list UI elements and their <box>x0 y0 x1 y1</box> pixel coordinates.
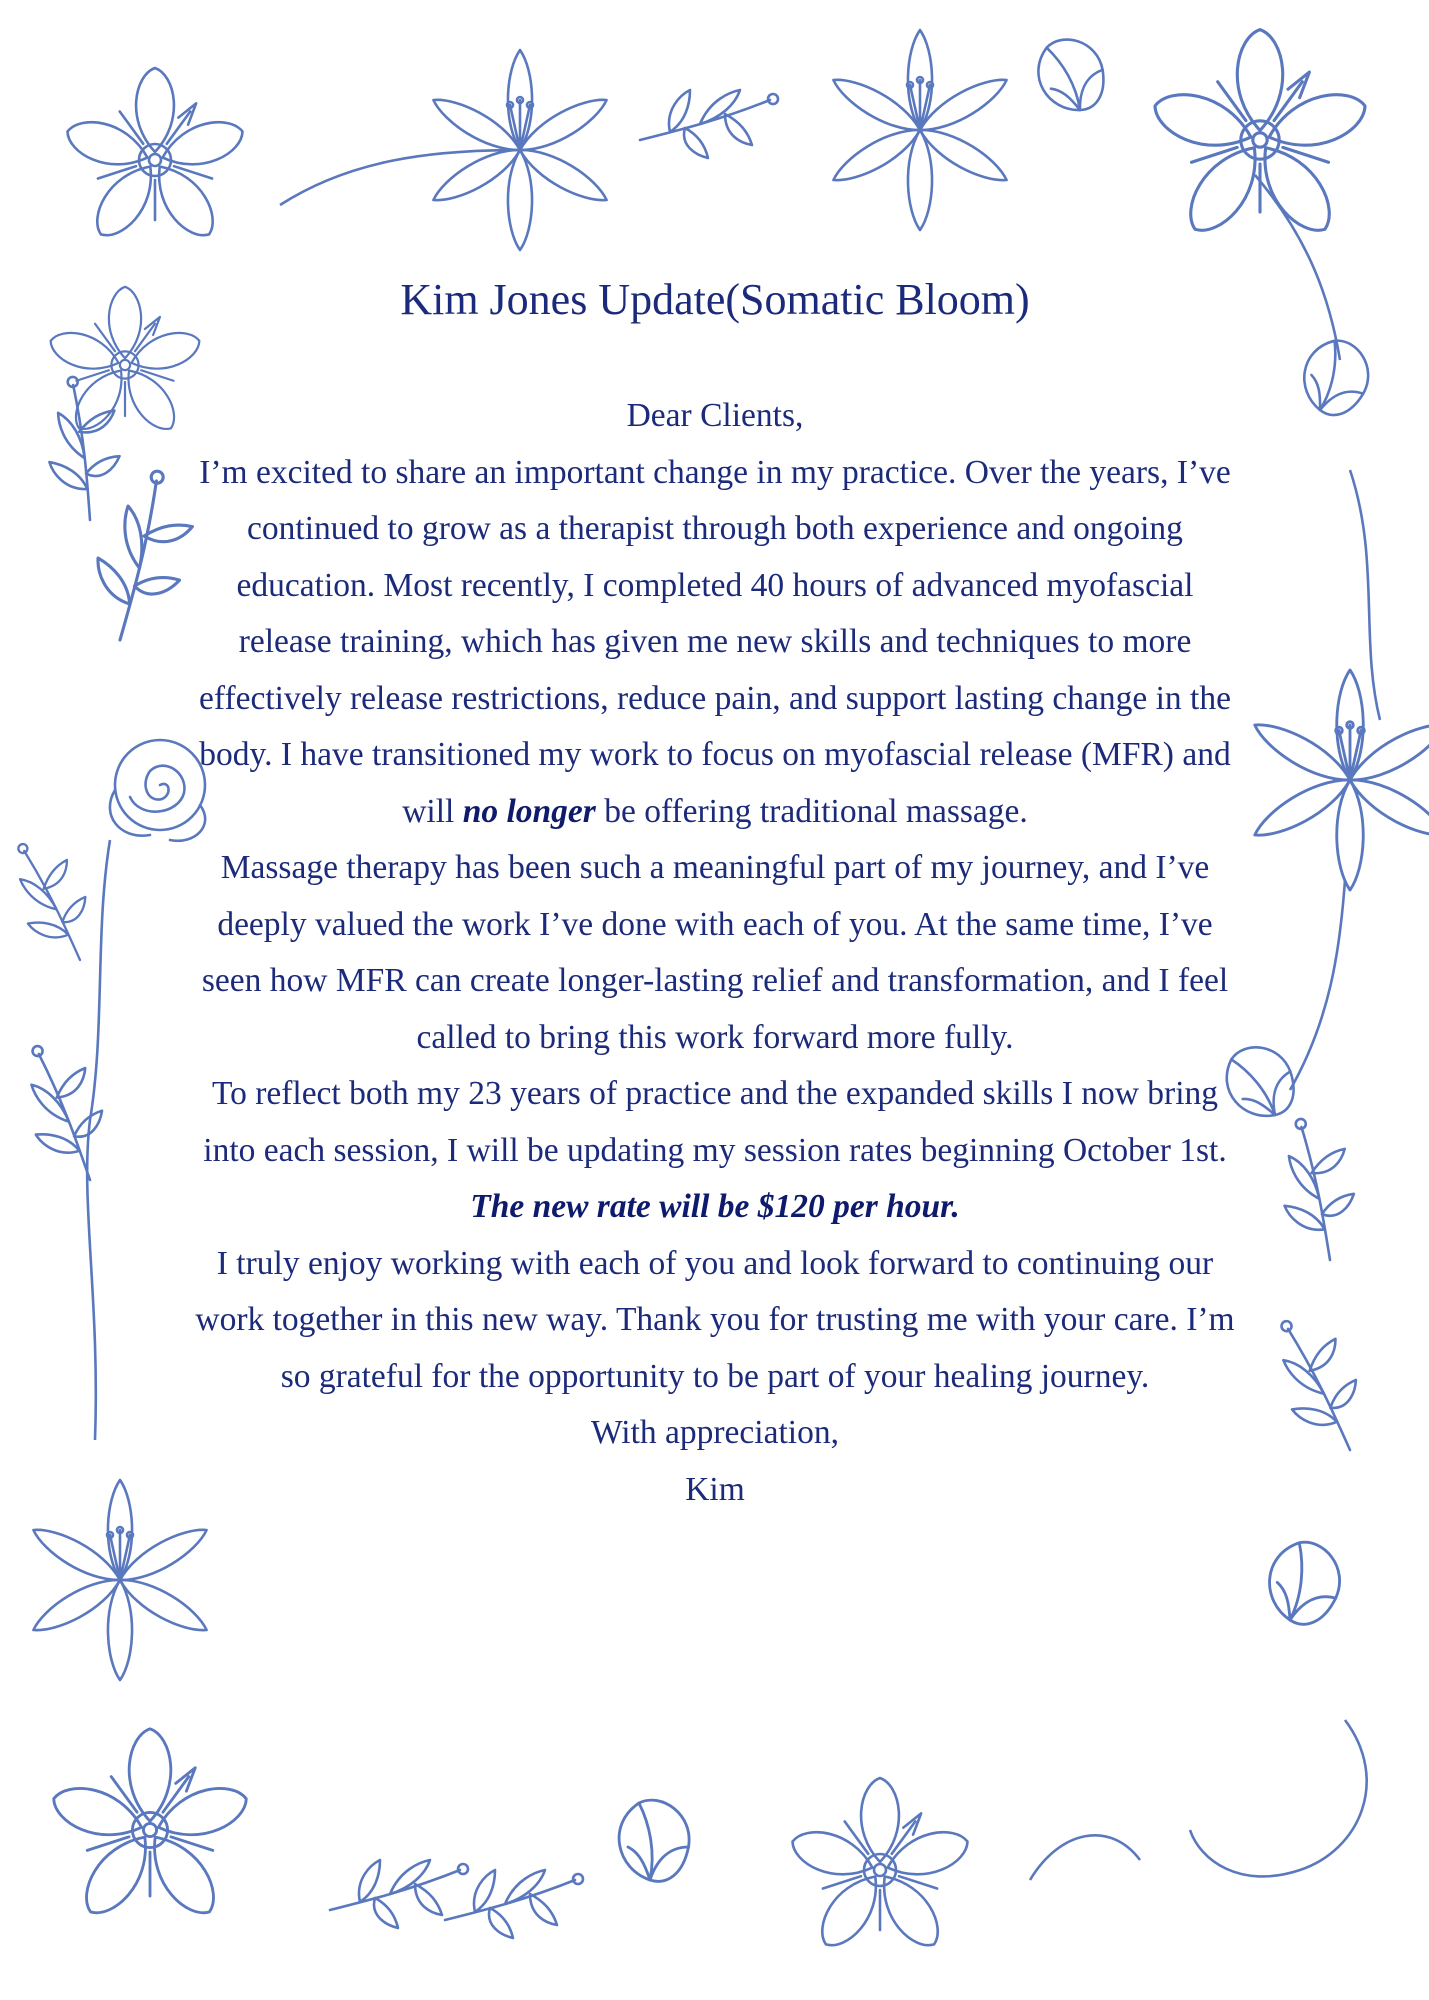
paragraph-practice-change-end: be offering traditional massage. <box>595 792 1028 830</box>
paragraph-thank-you: I truly enjoy working with each of you and look forward to continuing our work together in this new way. Thank you for trusting me with your care. I’m so grateful for the opportunity to be part of your healing journey. <box>195 1244 1235 1395</box>
paragraph-practice-change <box>195 445 1235 841</box>
salutation: Dear Clients, <box>626 397 804 434</box>
letter-body <box>195 268 1235 1518</box>
paragraph-rate-update <box>195 1066 1235 1236</box>
signature: Kim <box>685 1470 745 1508</box>
new-rate-emphasis: The new rate will be $120 per hour. <box>470 1188 960 1225</box>
paragraph-rate-update-start: To reflect both my 23 years of practice and the expanded skills I now bring into each session, I will be updating my session rates beginning October 1st. <box>203 1075 1227 1169</box>
no-longer-emphasis: no longer <box>462 792 596 830</box>
closing: With appreciation, <box>591 1414 839 1451</box>
paragraph-massage-journey: Massage therapy has been such a meaningful part of my journey, and I’ve deeply valued the work I’ve done with each of you. At the same time, I’ve seen how MFR can create longer-lasting relief and transformation, and I feel called to bring this work forward more fully. <box>201 849 1229 1056</box>
paragraph-practice-change-start: I’m excited to share an important change in my practice. Over the years, I’ve continued to grow as a therapist through both experience and ongoing education. Most recently, I completed 40 hours of advanced myofascial release training, which has given me new skills and techniques to more effectively release restrictions, reduce pain, and support lasting change in the body. I have transitioned my work to focus on myofascial release (MFR) and will <box>199 453 1231 830</box>
letter-title: Kim Jones Update(Somatic Bloom) <box>400 275 1030 324</box>
